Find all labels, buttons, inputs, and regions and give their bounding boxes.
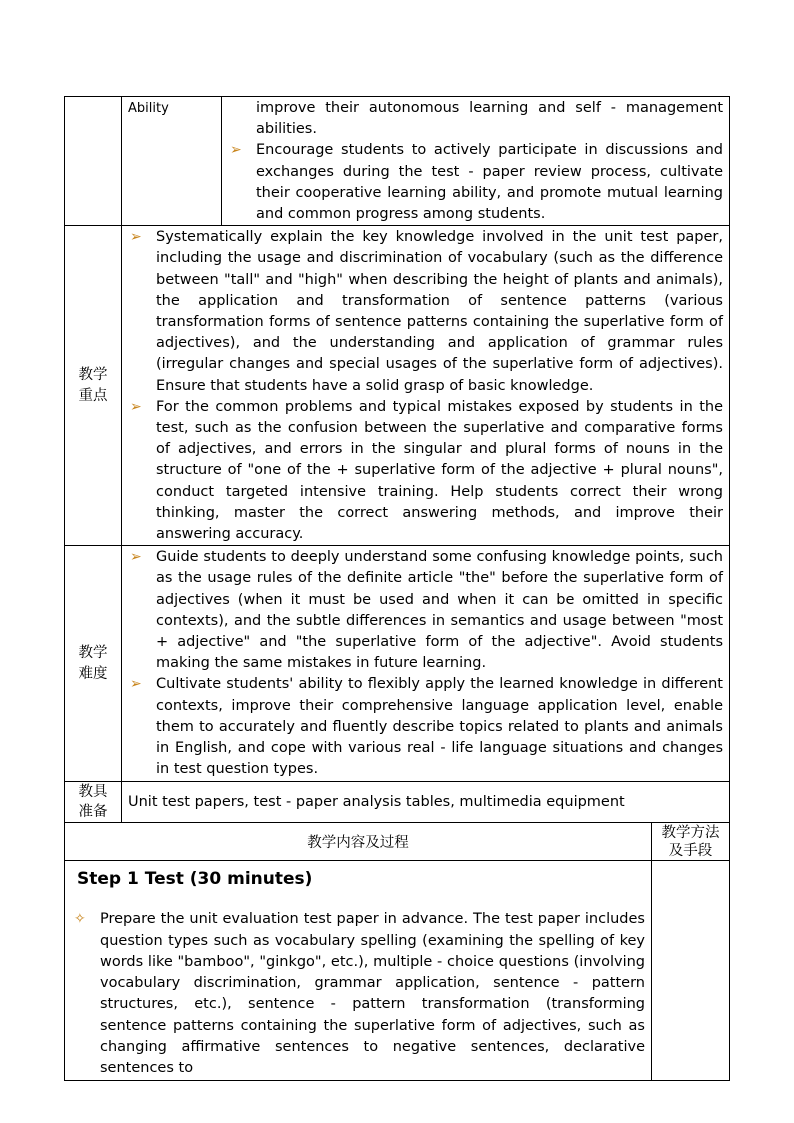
arrow-bullet-icon: ➢: [130, 398, 142, 415]
ability-bullet-list: [222, 140, 729, 225]
equipment-label: [65, 782, 122, 823]
list-item: [122, 674, 729, 780]
difficulties-content: [122, 546, 730, 782]
difficulties-label: [65, 546, 122, 782]
step1-title: Step 1 Test (30 minutes): [77, 869, 313, 890]
ability-content: [222, 97, 730, 226]
key-points-content: [122, 226, 730, 546]
lesson-plan-page: [64, 96, 729, 1077]
list-item: [122, 547, 729, 674]
step1-method-cell: [652, 861, 730, 1080]
diamond-bullet-icon: ✧: [74, 911, 86, 928]
ability-row: [65, 97, 730, 226]
key-points-label: [65, 226, 122, 546]
ability-label: Ability: [122, 97, 222, 226]
content-process-header: 教学内容及过程: [65, 823, 652, 861]
list-item: [222, 140, 729, 225]
bullet-text: Prepare the unit evaluation test paper in advance. The test paper includes question types such as vocabulary spelling (examining the spelling of key words like "bamboo", "ginkgo", etc.), multiple - choice questions (involving vocabulary discrimination, grammar application, sentence - pattern structures, etc.), sentence - pattern transformation (transforming sentence patterns containing the superlative form of adjectives, such as changing affirmative sentences to negative sentences, declarative sentences to: [100, 911, 645, 1077]
list-item: [122, 397, 729, 545]
method-header: [652, 823, 730, 861]
equipment-value: Unit test papers, test - paper analysis tables, multimedia equipment: [122, 782, 730, 823]
ability-continuation: improve their autonomous learning and self - management abilities.: [256, 100, 723, 138]
arrow-bullet-icon: ➢: [130, 676, 142, 693]
step1-content: [65, 861, 652, 1080]
method-header-text: 教学方法及手段: [661, 824, 720, 859]
process-header-row: [65, 823, 730, 861]
ability-empty-cell: [65, 97, 122, 226]
bullet-text: Encourage students to actively participate in discussions and exchanges during the test - paper review process, cultivate their cooperative learning ability, and promote mutual learning and common progress among students.: [256, 142, 723, 223]
equipment-label-text: 教具准备: [78, 784, 108, 821]
difficulties-label-text: 教学难度: [78, 644, 108, 682]
bullet-text: Systematically explain the key knowledge involved in the unit test paper, including the usage and discrimination of vocabulary (such as the difference between "tall" and "high" when describing the height of plants and animals), the application and transformation of sentence patterns (various transformation forms of sentence patterns containing the superlative form of adjectives), and the understanding and application of grammar rules (irregular changes and special usages of the superlative form of adjectives). Ensure that students have a solid grasp of basic knowledge.: [156, 229, 723, 394]
arrow-bullet-icon: ➢: [230, 142, 242, 159]
key-points-label-text: 教学重点: [78, 366, 108, 404]
equipment-row: [65, 782, 730, 823]
bullet-text: For the common problems and typical mistakes exposed by students in the test, such as the confusion between the superlative and comparative forms of adjectives, and errors in the singular and plural forms of nouns in the structure of "one of the + superlative form of the adjective + plural nouns", conduct targeted intensive training. Help students correct their wrong thinking, master the correct answering methods, and improve their answering accuracy.: [156, 398, 723, 543]
lesson-plan-table: [64, 96, 730, 1081]
bullet-text: Guide students to deeply understand some confusing knowledge points, such as the usage rules of the definite article "the" before the superlative form of adjectives (when it must be used and when it can be omitted in specific contexts), and the subtle differences in semantics and usage between "most + adjective" and "the superlative form of the adjective". Avoid students making the same mistakes in future learning.: [156, 549, 723, 672]
key-points-list: [122, 227, 729, 545]
arrow-bullet-icon: ➢: [130, 549, 142, 566]
arrow-bullet-icon: ➢: [130, 229, 142, 246]
list-item: [65, 909, 651, 1079]
list-item: [122, 227, 729, 397]
bullet-text: Cultivate students' ability to flexibly apply the learned knowledge in different contexts, improve their comprehensive language application level, enable them to accurately and fluently describe topics related to plants and animals in English, and cope with various real - life language situations and changes in test question types.: [156, 676, 723, 778]
difficulties-row: [65, 546, 730, 782]
difficulties-list: [122, 547, 729, 780]
step1-list: [65, 909, 651, 1079]
step1-row: [65, 861, 730, 1080]
key-points-row: [65, 226, 730, 546]
